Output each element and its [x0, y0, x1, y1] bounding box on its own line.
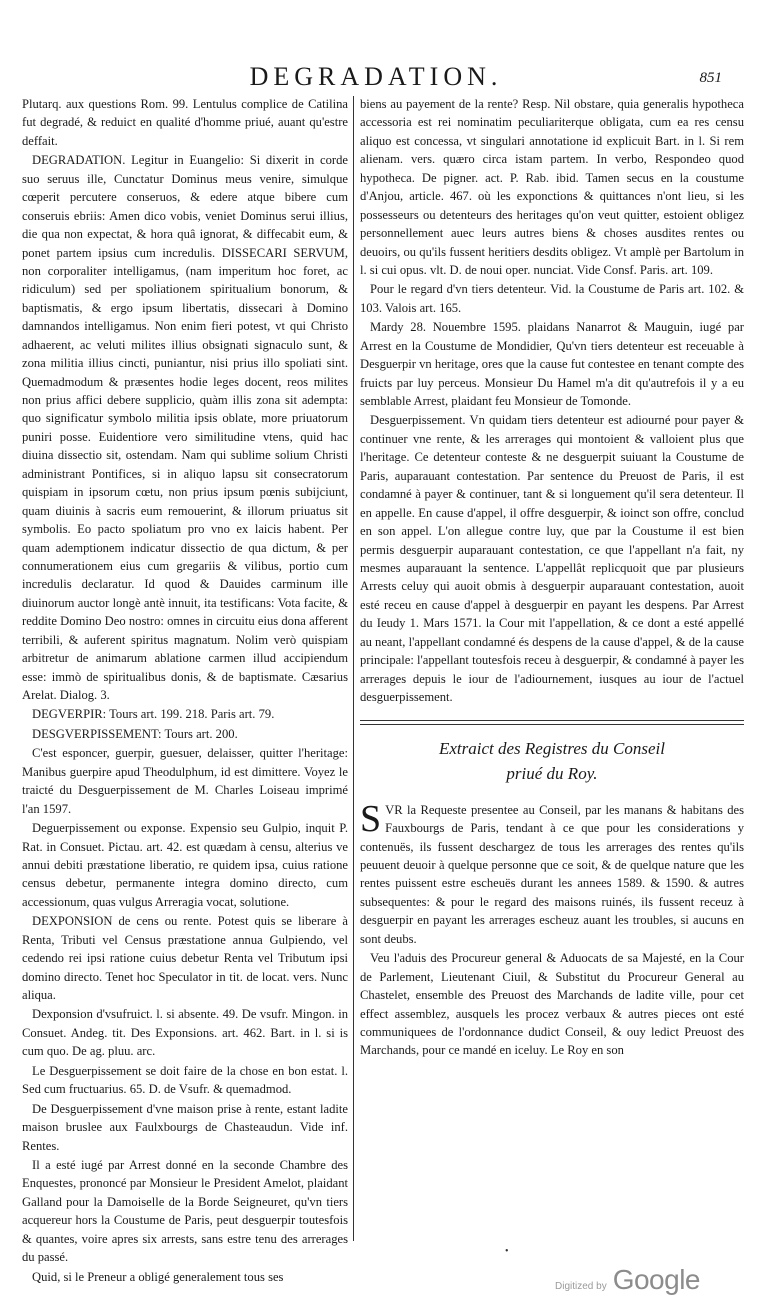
- digitized-by-watermark: [555, 1264, 700, 1296]
- extract-title-line-1: Extraict des Registres du Conseil: [438, 739, 665, 759]
- extract-first-text: VR la Requeste presentee au Conseil, par les manans & habitans des Fauxbourgs de Paris, tendant à ce que pour les considerations y contenuës, ils fussent deschargez de tous les arrerages des rentes qu'ils peuuent deuoir à quelque personne que ce soit, & de quelque nature que les rentes puissent estre escheuës durant les annees 1589. & 1590. & autres subsequentes: & pour le regard des maisons ruinés, ils fussent receuz à desguerpir en payant les arrerages escheuz auant les troubles, si aucuns en sont deubs.: [360, 802, 744, 946]
- paragraph-biens-payement: biens au payement de la rente? Resp. Nil obstare, quia generalis hypotheca accessoria est rei nominatim peculiariterque obligata, cum ea res censu aliquo est concessa, vt singulari annotatione id explicuit Bart. in l. Si rem alienam. vers. quæro circa istam partem. In verbo, Respondeo quod hypotheca. De pigner. act. P. Rab. ibid. Tamen secus en la coustume d'Anjou, article. 467. où les exponctions & quittances n'ont lieu, si les possesseurs ou detenteurs des heritages qu'on veut quitter, estoient obligez personnellement auec leurs autres biens & choses ausdites rentes ou deuoirs, ou qu'ils fussent heritiers desdits obligez. Vt amplè per Bartolum in l. si cui opus. vlt. D. de noui oper. nunciat. Vide Consf. Paris. art. 109.: [360, 97, 744, 277]
- paragraph-maison-bruslee: De Desguerpissement d'vne maison prise à rente, estant ladite maison bruslee aux Faulxbourgs de Chasteaudun. Vide inf. Rentes.: [22, 1101, 348, 1153]
- entry-deguerpir: DEGVERPIR: Tours art. 199. 218. Paris art. 79.: [32, 707, 275, 722]
- section-divider: [360, 720, 744, 725]
- paragraph-tiers-detenteur: Pour le regard d'vn tiers detenteur. Vid. la Coustume de Paris art. 102. & 103. Valois art. 165.: [360, 282, 744, 315]
- paragraph-arrest-amelot: Il a esté iugé par Arrest donné en la seconde Chambre des Enquestes, prononcé par Monsieur le President Amelot, plaidant Galland pour la Damoiselle de la Borde Seigneuret, qu'vn tiers acquereur hors la Coustume de Paris, peut desguerpir toutesfois & quantes, voire apres six arrests, sans estre tenu des arrerages du passé.: [22, 1157, 348, 1265]
- page-number: 851: [699, 70, 722, 86]
- left-column: [22, 95, 348, 1287]
- column-divider: [353, 96, 354, 1241]
- running-header-title: DEGRADATION.: [249, 62, 503, 91]
- paragraph-mardy-arrest: Mardy 28. Nouembre 1595. plaidans Nanarrot & Mauguin, iugé par Arrest en la Coustume de Mondidier, Qu'vn tiers detenteur est receuable à Desguerpir vn heritage, ores que la cause fut contestee en tenant compte des fruicts par luy perceus. Monsieur Du Hamel m'a dit qu'autrefois il y a eu semblable Arrest, plaidant feu Monsieur de Tomonde.: [360, 320, 744, 408]
- extract-heading: [360, 737, 744, 786]
- paragraph-bon-estat: Le Desguerpissement se doit faire de la chose en bon estat. l. Sed cum fructuarius. 65. D. de Vsufr. & quemadmod.: [22, 1063, 348, 1097]
- paragraph-exponse: Deguerpissement ou exponse. Expensio seu Gulpio, inquit P. Rat. in Consuet. Pictau. art. 42. est quædam à censu, alterius ve annui debiti præstatione liberatio, re quidem ipsa, cuius ratione census debetur, permanente integra domino directo, cum accessionum, quas vulgus Arreragia vocat, solutione.: [22, 821, 348, 909]
- entry-desguerpissement: DESGVERPISSEMENT: Tours art. 200.: [32, 726, 238, 741]
- paragraph-degradation: DEGRADATION. Legitur in Euangelio: Si dixerit in corde suo seruus ille, Cunctatur Dominus meus venire, simulque cœperit percutere conseruos, & edere atque bibere cum conseruis ebriis: Amen dico vobis, veniet Dominus serui illius, die qua non expectat, & hora quâ ignorat, & diffecabit eum, & ponet partem ipsius cum incredulis. DISSECARI SERVUM, non corporaliter intelligamus, (nam imperitum hoc foret, ac ridiculum) sed per spoliationem spiritualium bonorum, & baptismatis, & ergo ipsum libertatis, dissecari à Domino damnandos intelligamus. Non enim fieri potest, vt qui Christo adhaerent, ac veluti milites illius obsignati signaculo sunt, & zona militia illius cincti, puniantur, nisi prius illo spoliati sint. Quemadmodum & præsentes hodie leges docent, reos milites non prius affici debere supplicio, quàm illis zona sit adempta: quo significatur symbolo militia ipsis oblate, more priuatorum puniri posse. Euidentiore vero similitudine vtens, quid hac diuina dissectio sit, ostendam. Nam qui sublime solium Christi administrant Pontifices, si in aliquo lapsu sit consecratorum quispiam in ipsorum cœtu, non prius ipsum pœnis subijciunt, quam diuinis à sacris eum remouerint, & illorum priuatus sit symbolis. Eo pacto spoliatum pro vno ex laicis habent. Per quam ademptionem indicatur dissectio de qua dictum, & per connumerationem eius cum gregariis & vilibus, portio cum incredulis declaratur. Id quod & Dauides carminum ille diuinorum auctor longè antè innuit, ita testificans: Vota facite, & reddite Domino Deo nostro: omnes in circuitu eius dona afferent terribili, & auferent spiritus magnatum. Nolim verò quispiam arbitretur de animarum ablatione carmen illud accipiendum esse: immò de spiritualibus donis, & de baptismate. Cæsarius Arelat. Dialog. 3.: [22, 153, 348, 702]
- printer-mark: •: [505, 1246, 509, 1257]
- paragraph-dexponsion-cens: DEXPONSION de cens ou rente. Potest quis se liberare à Renta, Tributi vel Census præstatione annua Gulpiendo, vel cedendo rei ipsi ratione cuius debetur Renta vel Tributum ipsi domino directo. Tenet hoc Speculator in tit. de locat. vers. Nunc aliqua.: [22, 914, 348, 1002]
- right-column: [360, 95, 744, 1061]
- drop-cap: S: [360, 797, 382, 840]
- paragraph-lentulus: Plutarq. aux questions Rom. 99. Lentulus complice de Catilina fut degradé, & reduict en qualité d'homme priué, auant qu'estre deffait.: [22, 97, 348, 148]
- paragraph-desguerpissement-detenteur: Desguerpissement. Vn quidam tiers detenteur est adiourné pour payer & continuer vne rente, & les arrerages qui montoient & valloient plus que l'heritage. Ce detenteur conteste & ne desguerpit suiuant la Coustume de Paris, auparauant contestation. Par sentence du Preuost de Paris, il est condamné à payer & continuer, tant & si longuement qu'il sera detenteur. Il en appelle. En cause d'appel, il offre desguerpir, & ioinct son offre, conclud en son appel. L'on allegue contre luy, que par la Coustume il est bien permis desguerpir auparauant contestation, ce que l'appellant n'a fait, ny mesmes auparauant la sentence. L'appellât replicquoit que par plusieurs Arrests celuy qui auoit obmis à desguerpir auparauant contestation, auoit esté receu en cause d'appel à desguerpir en payant les despens. Par Arrest du Ieudy 1. Mars 1571. la Cour mit l'appellation, & ce dont a esté appellé au neant, l'appellant condamné és despens de la cause d'appel, & de la cause principale: l'appellant toutesfois receu à desguerpir, & condamné à payer les arrerages depuis le iour de l'adiournement, iusques au iour de l'actuel desguerpissement.: [360, 413, 744, 704]
- extract-title-line-2: priué du Roy.: [506, 764, 598, 784]
- extract-second-paragraph: Veu l'aduis des Procureur general & Aduocats de sa Majesté, en la Cour de Parlement, Lieutenant Ciuil, & Substitut du Procureur General au Chastelet, ensemble des Preuost des Marchands de ladite ville, pour cet effect assemblez, ausquels les procez verbaux & autres pieces ont esté communiquees de l'ordonnance dudict Conseil, & ouy ledict Preuost des Marchands, pour ce mandé en iceluy. Le Roy en son: [360, 951, 744, 1058]
- paragraph-quid-preneur: Quid, si le Preneur a obligé generalement tous ses: [32, 1269, 284, 1284]
- google-logo: Google: [612, 1264, 700, 1295]
- extract-first-paragraph: [360, 797, 744, 949]
- digitized-by-label: Digitized by: [555, 1281, 607, 1292]
- paragraph-dexponsion-usufruit: Dexponsion d'vsufruict. l. si absente. 49. De vsufr. Mingon. in Consuet. Andeg. tit. Des Exponsions. art. 462. Bart. in l. si is cum quo. De ag. pluu. arc.: [22, 1007, 348, 1059]
- paragraph-esponcer: C'est esponcer, guerpir, guesuer, delaisser, quitter l'heritage: Manibus guerpire apud Theodulphum, id est dimittere. Voyez le traicté du Desguerpissement de M. Charles Loiseau imprimé l'an 1597.: [22, 746, 348, 816]
